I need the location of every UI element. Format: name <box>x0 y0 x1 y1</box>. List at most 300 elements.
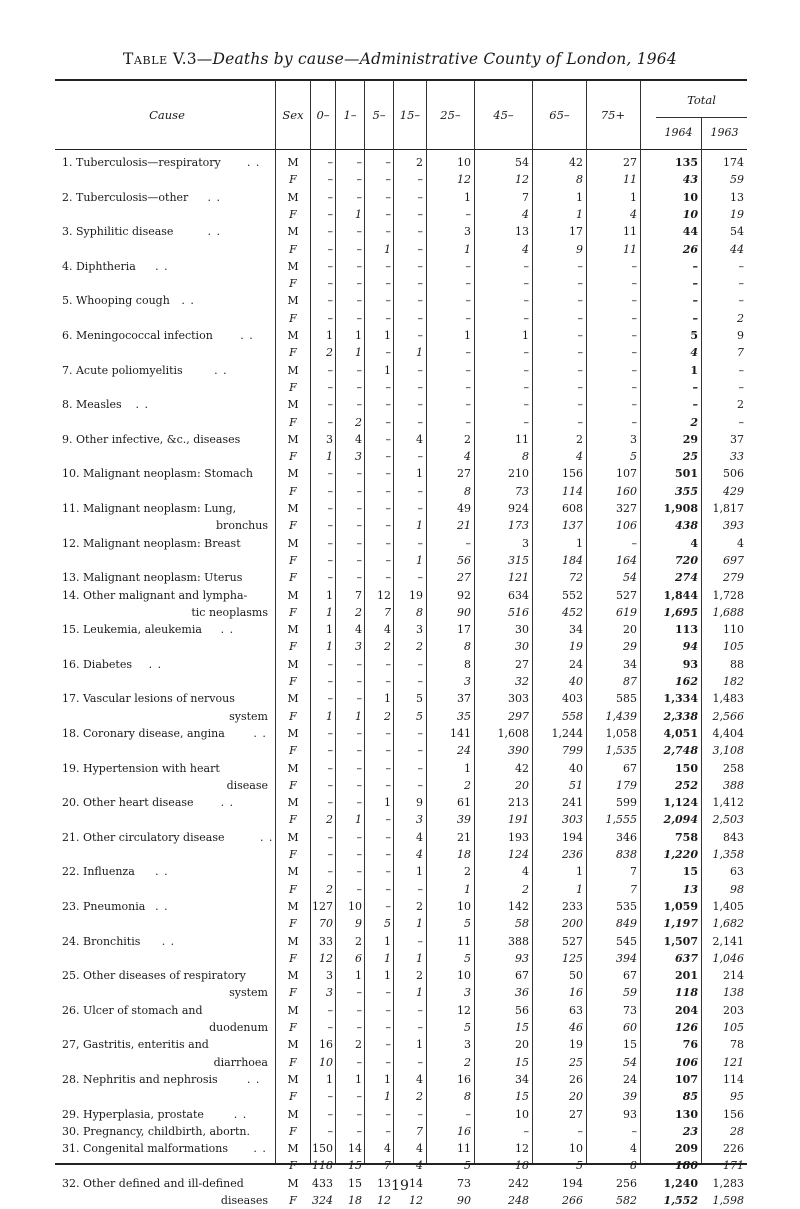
age-cell: 327 <box>616 502 637 515</box>
age-cell: 121 <box>508 571 529 585</box>
age-cell: 2 <box>326 813 333 827</box>
age-cell: 16 <box>457 1124 471 1138</box>
age-cell: 8 <box>464 640 471 654</box>
age-cell: 10 <box>348 899 362 913</box>
header-age-5: 5– <box>372 108 386 122</box>
age-cell: – <box>577 398 583 412</box>
age-cell: – <box>417 294 423 308</box>
age-cell: 10 <box>457 156 471 169</box>
age-cell: 90 <box>457 1194 471 1207</box>
age-cell: 4 <box>416 1072 423 1086</box>
table-row <box>0 292 800 309</box>
age-cell: 1,244 <box>551 726 583 740</box>
age-cell: 46 <box>569 1021 583 1034</box>
age-cell: – <box>356 1124 362 1138</box>
total-1963-cell: 54 <box>730 225 744 239</box>
cause-label <box>62 777 268 794</box>
age-cell: 1 <box>464 882 471 896</box>
age-cell: – <box>577 380 583 394</box>
age-cell: – <box>631 311 637 325</box>
table-row <box>0 1019 800 1036</box>
age-cell: – <box>385 484 391 498</box>
age-cell: – <box>465 415 471 429</box>
total-1963-cell: 697 <box>723 553 744 567</box>
age-cell: – <box>385 432 391 446</box>
age-cell: 191 <box>508 813 529 827</box>
table-title <box>0 50 800 68</box>
age-cell: 1 <box>576 190 583 204</box>
age-cell: – <box>417 363 423 377</box>
age-cell: 1 <box>355 329 362 342</box>
age-cell: – <box>417 190 423 204</box>
age-cell: 266 <box>562 1194 583 1207</box>
total-1963-cell: 88 <box>730 657 744 671</box>
age-cell: 1 <box>416 519 423 533</box>
age-cell: 24 <box>569 657 583 671</box>
table-row <box>0 829 800 846</box>
age-cell: – <box>356 744 362 758</box>
age-cell: – <box>385 1021 391 1034</box>
age-cell: – <box>465 1107 471 1121</box>
age-cell: – <box>385 1038 391 1052</box>
total-1964-cell: 162 <box>675 675 698 688</box>
total-1963-cell: 174 <box>723 156 744 169</box>
total-1963-cell: 19 <box>730 207 744 221</box>
age-cell: 1 <box>326 450 333 464</box>
age-cell: 1 <box>355 346 362 360</box>
age-cell: – <box>577 363 583 377</box>
age-cell: 125 <box>562 951 583 965</box>
table-row <box>0 258 800 275</box>
leader-dots: . . <box>155 865 169 879</box>
total-1963-cell: 37 <box>730 432 744 446</box>
total-1963-cell: 44 <box>730 242 744 256</box>
sex-cell: F <box>289 553 297 567</box>
age-cell: – <box>417 1055 423 1069</box>
cause-text: 18. Coronary disease, angina <box>62 726 225 740</box>
cause-text: 14. Other malignant and lympha- <box>62 588 248 602</box>
age-cell: 527 <box>616 588 637 602</box>
total-1963-cell: 156 <box>723 1107 744 1121</box>
age-cell: – <box>356 1107 362 1121</box>
cause-text: 19. Hypertension with heart <box>62 761 220 775</box>
total-1963-cell: 105 <box>723 640 744 654</box>
header-age-45: 45– <box>493 108 514 122</box>
table-row <box>0 950 800 967</box>
age-cell: 3 <box>464 225 471 239</box>
age-cell: 39 <box>623 1090 637 1104</box>
age-cell: 173 <box>508 519 529 533</box>
table-row <box>0 777 800 794</box>
age-cell: 2 <box>355 1038 362 1052</box>
table-number: V.3 <box>172 50 197 68</box>
table-row <box>0 171 800 188</box>
cause-label <box>62 517 268 534</box>
age-cell: 137 <box>562 519 583 533</box>
age-cell: 1 <box>355 207 362 221</box>
table-row <box>0 760 800 777</box>
age-cell: 63 <box>569 1003 583 1017</box>
total-1964-cell: 2,338 <box>663 709 698 723</box>
age-cell: 193 <box>508 830 529 844</box>
table-row <box>0 1054 800 1071</box>
cause-text: 1. Tuberculosis—respiratory <box>62 156 221 169</box>
age-cell: 56 <box>515 1003 529 1017</box>
age-cell: 394 <box>616 951 637 965</box>
total-1963-cell: – <box>738 415 744 429</box>
age-cell: 2 <box>416 899 423 913</box>
age-cell: – <box>577 1124 583 1138</box>
age-cell: – <box>327 571 333 585</box>
age-cell: – <box>631 346 637 360</box>
age-cell: – <box>356 259 362 273</box>
age-cell: 20 <box>515 778 529 792</box>
cause-text: diarrhoea <box>213 1055 268 1069</box>
age-cell: – <box>417 329 423 342</box>
age-cell: 10 <box>569 1142 583 1156</box>
sex-cell: M <box>287 692 299 706</box>
table-row <box>0 1192 800 1209</box>
sex-cell: F <box>289 207 297 221</box>
age-cell: – <box>577 294 583 308</box>
age-cell: 114 <box>562 484 583 498</box>
total-1964-cell: 130 <box>675 1107 698 1121</box>
age-cell: 1 <box>576 207 583 221</box>
cause-text: 15. Leukemia, aleukemia <box>62 623 202 637</box>
age-cell: – <box>327 1124 333 1138</box>
age-cell: 61 <box>457 796 471 810</box>
age-cell: 2 <box>464 1055 471 1069</box>
age-cell: 241 <box>562 796 583 810</box>
table-row <box>0 189 800 206</box>
leader-dots: . . <box>253 726 267 740</box>
age-cell: 4 <box>416 1142 423 1156</box>
total-1964-cell: 2,094 <box>663 813 698 827</box>
age-cell: – <box>385 1003 391 1017</box>
sex-cell: F <box>289 778 297 792</box>
age-cell: 2 <box>464 778 471 792</box>
age-cell: – <box>356 796 362 810</box>
sex-cell: M <box>287 1038 299 1052</box>
age-cell: – <box>385 207 391 221</box>
sex-cell: M <box>287 830 299 844</box>
age-cell: – <box>417 225 423 239</box>
age-cell: 213 <box>508 796 529 810</box>
table-row <box>0 223 800 240</box>
age-cell: – <box>327 536 333 550</box>
age-cell: 3 <box>416 813 423 827</box>
age-cell: 16 <box>569 986 583 1000</box>
leader-dots: . . <box>181 294 195 308</box>
total-1963-cell: 105 <box>723 1021 744 1034</box>
total-1964-cell: 1,908 <box>663 502 698 515</box>
total-1963-cell: 1,483 <box>712 692 744 706</box>
total-1963-cell: 279 <box>723 571 744 585</box>
age-cell: 5 <box>416 709 423 723</box>
total-1964-cell: 1,695 <box>663 605 698 619</box>
age-cell: 4 <box>355 623 362 637</box>
total-1964-cell: 209 <box>675 1142 698 1156</box>
age-cell: 7 <box>522 190 529 204</box>
age-cell: – <box>356 692 362 706</box>
age-cell: 142 <box>508 899 529 913</box>
age-cell: 535 <box>616 899 637 913</box>
total-1963-cell: 1,405 <box>712 899 744 913</box>
age-cell: 6 <box>355 951 362 965</box>
age-cell: 3 <box>630 432 637 446</box>
age-cell: 14 <box>409 1176 423 1190</box>
age-cell: – <box>631 363 637 377</box>
leader-dots: . . <box>220 796 235 810</box>
age-cell: 12 <box>515 173 529 187</box>
age-cell: 150 <box>312 1142 333 1156</box>
total-1963-cell: 203 <box>723 1003 744 1017</box>
total-1964-cell: 44 <box>682 225 698 239</box>
cause-text: bronchus <box>216 519 268 533</box>
age-cell: – <box>417 173 423 187</box>
age-cell: 3 <box>355 640 362 654</box>
total-1964-cell: – <box>692 380 698 394</box>
cause-text: 11. Malignant neoplasm: Lung, <box>62 502 237 515</box>
age-cell: – <box>327 744 333 758</box>
age-cell: – <box>327 778 333 792</box>
sex-cell: F <box>289 380 297 394</box>
age-cell: 2 <box>355 605 362 619</box>
cause-text: 9. Other infective, &c., diseases <box>62 432 241 446</box>
age-cell: 1 <box>464 190 471 204</box>
cause-text: 31. Congenital malformations <box>62 1142 228 1156</box>
age-cell: 34 <box>623 657 637 671</box>
age-cell: 11 <box>623 225 637 239</box>
header-sex: Sex <box>282 108 304 122</box>
table-row <box>0 604 800 621</box>
total-1964-cell: – <box>692 294 698 308</box>
table-row <box>0 967 800 984</box>
age-cell: 184 <box>562 553 583 567</box>
header-year-1964: 1964 <box>664 126 693 139</box>
age-cell: 17 <box>569 225 583 239</box>
sex-cell: M <box>287 398 299 412</box>
age-cell: 1 <box>384 969 391 983</box>
age-cell: – <box>356 242 362 256</box>
age-cell: – <box>417 415 423 429</box>
age-cell: – <box>523 259 529 273</box>
total-1964-cell: 150 <box>675 761 698 775</box>
total-1964-cell: – <box>692 277 698 291</box>
age-cell: – <box>356 277 362 291</box>
age-cell: – <box>385 830 391 844</box>
cause-label <box>62 984 268 1001</box>
sex-cell: F <box>289 415 297 429</box>
table-row <box>0 915 800 932</box>
age-cell: – <box>385 259 391 273</box>
age-cell: 4 <box>522 865 529 879</box>
age-cell: 4 <box>522 242 529 256</box>
age-cell: 210 <box>508 467 529 481</box>
total-1964-cell: 10 <box>682 207 698 221</box>
sex-cell: F <box>289 917 297 931</box>
total-1964-cell: 1,220 <box>663 848 698 861</box>
total-1963-cell: 1,046 <box>712 951 744 965</box>
age-cell: 54 <box>623 571 637 585</box>
age-cell: 40 <box>569 761 583 775</box>
table-row <box>0 1088 800 1105</box>
sex-cell: M <box>287 761 299 775</box>
age-cell: – <box>385 899 391 913</box>
table-row <box>0 362 800 379</box>
sex-cell: F <box>289 1090 297 1104</box>
age-cell: 4 <box>416 848 423 861</box>
age-cell: – <box>385 502 391 515</box>
age-cell: – <box>417 207 423 221</box>
age-cell: 16 <box>457 1072 471 1086</box>
age-cell: 7 <box>384 1159 391 1173</box>
age-cell: 5 <box>384 917 391 931</box>
sex-cell: M <box>287 934 299 948</box>
age-cell: 1 <box>416 951 423 965</box>
total-1964-cell: 126 <box>675 1021 698 1034</box>
age-cell: – <box>356 225 362 239</box>
age-cell: 7 <box>630 882 637 896</box>
total-1964-cell: 135 <box>675 156 698 169</box>
total-1963-cell: 121 <box>723 1055 744 1069</box>
cause-label <box>62 1192 268 1209</box>
age-cell: 1 <box>384 796 391 810</box>
header-age-0: 0– <box>316 108 330 122</box>
age-cell: 799 <box>562 744 583 758</box>
age-cell: 1 <box>355 709 362 723</box>
age-cell: – <box>417 1003 423 1017</box>
leader-dots: . . <box>246 1072 261 1086</box>
age-cell: 8 <box>464 657 471 671</box>
table-row <box>0 794 800 811</box>
age-cell: – <box>523 346 529 360</box>
cause-text: 21. Other circulatory disease <box>62 830 225 844</box>
total-1964-cell: 1,552 <box>663 1194 698 1207</box>
cause-text: 22. Influenza <box>62 865 135 879</box>
leader-dots: . . <box>135 398 149 412</box>
age-cell: – <box>385 156 391 169</box>
total-1964-cell: 501 <box>675 467 698 481</box>
age-cell: 11 <box>623 173 637 187</box>
age-cell: 1 <box>576 865 583 879</box>
age-cell: 14 <box>348 1142 362 1156</box>
total-1964-cell: 720 <box>675 553 698 567</box>
age-cell: 73 <box>515 484 529 498</box>
age-cell: 1 <box>326 709 333 723</box>
age-cell: 545 <box>616 934 637 948</box>
total-1963-cell: 1,598 <box>712 1194 744 1207</box>
age-cell: – <box>385 380 391 394</box>
age-cell: – <box>327 398 333 412</box>
cause-text: 3. Syphilitic disease <box>62 225 174 239</box>
leader-dots: . . <box>240 329 254 342</box>
total-1963-cell: – <box>738 294 744 308</box>
total-1964-cell: 25 <box>682 450 698 464</box>
age-cell: 20 <box>623 623 637 637</box>
cause-text: 20. Other heart disease <box>62 796 194 810</box>
age-cell: – <box>385 553 391 567</box>
total-1963-cell: 393 <box>723 519 744 533</box>
age-cell: 1 <box>416 1038 423 1052</box>
table-row <box>0 984 800 1001</box>
sex-cell: F <box>289 571 297 585</box>
age-cell: – <box>465 536 471 550</box>
age-cell: 30 <box>515 640 529 654</box>
table-row <box>0 1123 800 1140</box>
age-cell: – <box>577 415 583 429</box>
total-1963-cell: 1,817 <box>712 502 744 515</box>
age-cell: – <box>356 467 362 481</box>
total-1963-cell: 2,566 <box>712 709 744 723</box>
age-cell: – <box>327 519 333 533</box>
age-cell: 1 <box>326 588 333 602</box>
age-cell: 1 <box>416 346 423 360</box>
sex-cell: F <box>289 346 297 360</box>
cause-text: 2. Tuberculosis—other <box>62 190 189 204</box>
table-label: Table <box>123 50 168 68</box>
age-cell: – <box>577 346 583 360</box>
header-age-75plus: 75+ <box>600 108 626 122</box>
cause-text: 13. Malignant neoplasm: Uterus <box>62 571 243 585</box>
table-row <box>0 881 800 898</box>
sex-cell: F <box>289 951 297 965</box>
age-cell: 33 <box>319 934 333 948</box>
total-1963-cell: 28 <box>730 1124 744 1138</box>
total-1963-cell: 506 <box>723 467 744 481</box>
age-cell: 3 <box>326 986 333 1000</box>
age-cell: 256 <box>616 1176 637 1190</box>
age-cell: 12 <box>515 1142 529 1156</box>
age-cell: – <box>417 761 423 775</box>
age-cell: – <box>356 726 362 740</box>
age-cell: 3 <box>326 432 333 446</box>
cause-text: 6. Meningococcal infection <box>62 329 213 342</box>
age-cell: 12 <box>457 1003 471 1017</box>
table-row <box>0 517 800 534</box>
age-cell: – <box>631 536 637 550</box>
age-cell: 1 <box>384 692 391 706</box>
total-1964-cell: 94 <box>682 640 698 654</box>
age-cell: 124 <box>508 848 529 861</box>
age-cell: – <box>327 848 333 861</box>
age-cell: 1 <box>384 242 391 256</box>
sex-cell: M <box>287 467 299 481</box>
total-1963-cell: 843 <box>723 830 744 844</box>
age-cell: 4 <box>355 432 362 446</box>
age-cell: – <box>385 519 391 533</box>
age-cell: – <box>356 778 362 792</box>
table-row <box>0 933 800 950</box>
table-row <box>0 863 800 880</box>
age-cell: – <box>577 311 583 325</box>
age-cell: – <box>417 380 423 394</box>
age-cell: 619 <box>616 605 637 619</box>
age-cell: – <box>385 744 391 758</box>
age-cell: – <box>356 484 362 498</box>
total-1963-cell: 258 <box>723 761 744 775</box>
table-row <box>0 275 800 292</box>
age-cell: – <box>385 778 391 792</box>
age-cell: – <box>385 450 391 464</box>
age-cell: – <box>523 311 529 325</box>
age-cell: 236 <box>562 848 583 861</box>
age-cell: – <box>327 1021 333 1034</box>
age-cell: 40 <box>569 675 583 688</box>
total-1964-cell: 355 <box>675 484 698 498</box>
table-row <box>0 500 800 517</box>
age-cell: – <box>327 830 333 844</box>
